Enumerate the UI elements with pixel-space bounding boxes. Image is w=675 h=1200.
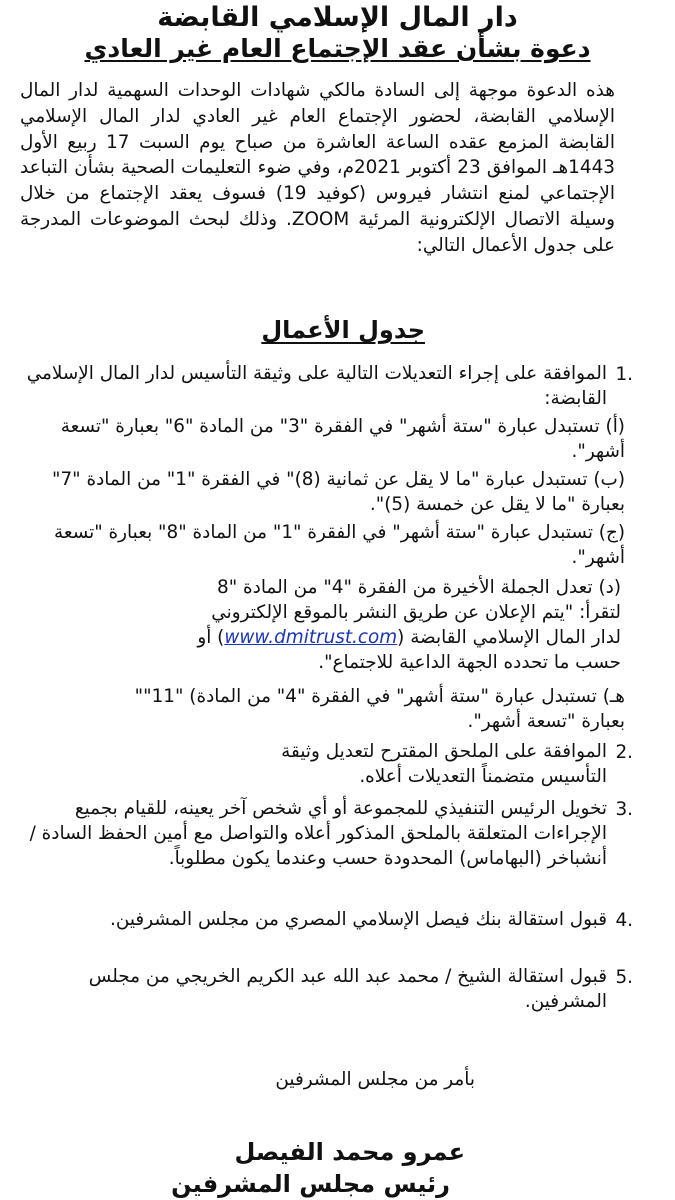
sub-d-line2: لتقرأ: "يتم الإعلان عن طريق النشر بالموقع الإلكتروني (211, 602, 621, 623)
item5-text: قبول استقالة الشيخ / محمد عبد الله عبد الكريم الخريجي من مجلس المشرفين. (88, 966, 607, 1012)
item1-sub-e: هـ) تستبدل عبارة "ستة أشهر" في الفقرة "4" من المادة) "11"" بعبارة "تسعة أشهر". (134, 686, 625, 732)
item1-text: الموافقة على إجراء التعديلات التالية على وثيقة التأسيس لدار المال الإسلامي القابضة: (26, 363, 607, 409)
sub-d-line3-pre: لدار المال الإسلامي القابضة ( (397, 627, 621, 648)
item1-sub-d (70, 575, 621, 675)
item4-number: 4. (615, 910, 633, 931)
item1-number: 1. (615, 364, 633, 385)
item1-sub-a: (أ) تستبدل عبارة "ستة أشهر" في الفقرة "3" من المادة "6" بعبارة "تسعة أشهر". (60, 416, 625, 462)
item5-number: 5. (615, 967, 633, 988)
sub-d-line4: حسب ما تحدده الجهة الداعية للاجتماع". (318, 652, 621, 673)
sub-d-line1: (د) تعدل الجملة الأخيرة من الفقرة "4" من المادة "8 (217, 577, 621, 598)
signatory-title: رئيس مجلس المشرفين (171, 1170, 450, 1198)
company-title: دار المال الإسلامي القابضة (157, 2, 518, 33)
by-order-line: بأمر من مجلس المشرفين (275, 1069, 475, 1090)
item1-sub-b: (ب) تستبدل عبارة "ما لا يقل عن ثمانية (8)" في الفقرة "1" من المادة "7" بعبارة "ما لا يقل عن خمسة (5)". (51, 469, 625, 515)
intro-paragraph: هذه الدعوة موجهة إلى السادة مالكي شهادات الوحدات السهمية لدار المال الإسلامي القابضة، لحضور الإجتماع العام غير العادي لدار المال الإسلامي القابضة المزمع عقده الساعة العاشرة من صباح يوم السبت 17 ربيع الأول 1443هـ الموافق 23 أكتوبر 2021م، وفي ضوء التعليمات الصحية بشأن التباعد الإجتماعي لمنع انتشار فيروس (كوفيد 19) فسوف يعقد الإجتماع من خلال وسيلة الاتصال الإلكترونية المرئية ZOOM. وذلك لبحث الموضوعات المدرجة على جدول الأعمال التالي: (20, 80, 615, 256)
item3-text: تخويل الرئيس التنفيذي للمجموعة أو أي شخص آخر يعينه، للقيام بجميع الإجراءات المتعلقة بالملحق المذكور أعلاه والتواصل مع أمين الحفظ السادة / أنشباخر (البهاماس) المحدودة حسب وعندما يكون مطلوباً. (29, 798, 607, 869)
item4-text: قبول استقالة بنك فيصل الإسلامي المصري من مجلس المشرفين. (110, 909, 607, 930)
sub-d-line3-post: ) أو (197, 627, 225, 648)
agenda-heading: جدول الأعمال (261, 316, 425, 344)
signatory-name: عمرو محمد الفيصل (234, 1138, 465, 1166)
item2-number: 2. (615, 742, 633, 763)
dmitrust-link[interactable]: www.dmitrust.com (224, 627, 398, 648)
item3-number: 3. (615, 799, 633, 820)
item1-sub-c: (ج) تستبدل عبارة "ستة أشهر" في الفقرة "1" من المادة "8" بعبارة "تسعة أشهر". (53, 522, 625, 568)
invitation-subtitle: دعوة بشأن عقد الإجتماع العام غير العادي (84, 34, 591, 63)
sub-d-line3 (70, 625, 621, 650)
item2-text: الموافقة على الملحق المقترح لتعديل وثيقة التأسيس متضمناً التعديلات أعلاه. (281, 741, 607, 787)
